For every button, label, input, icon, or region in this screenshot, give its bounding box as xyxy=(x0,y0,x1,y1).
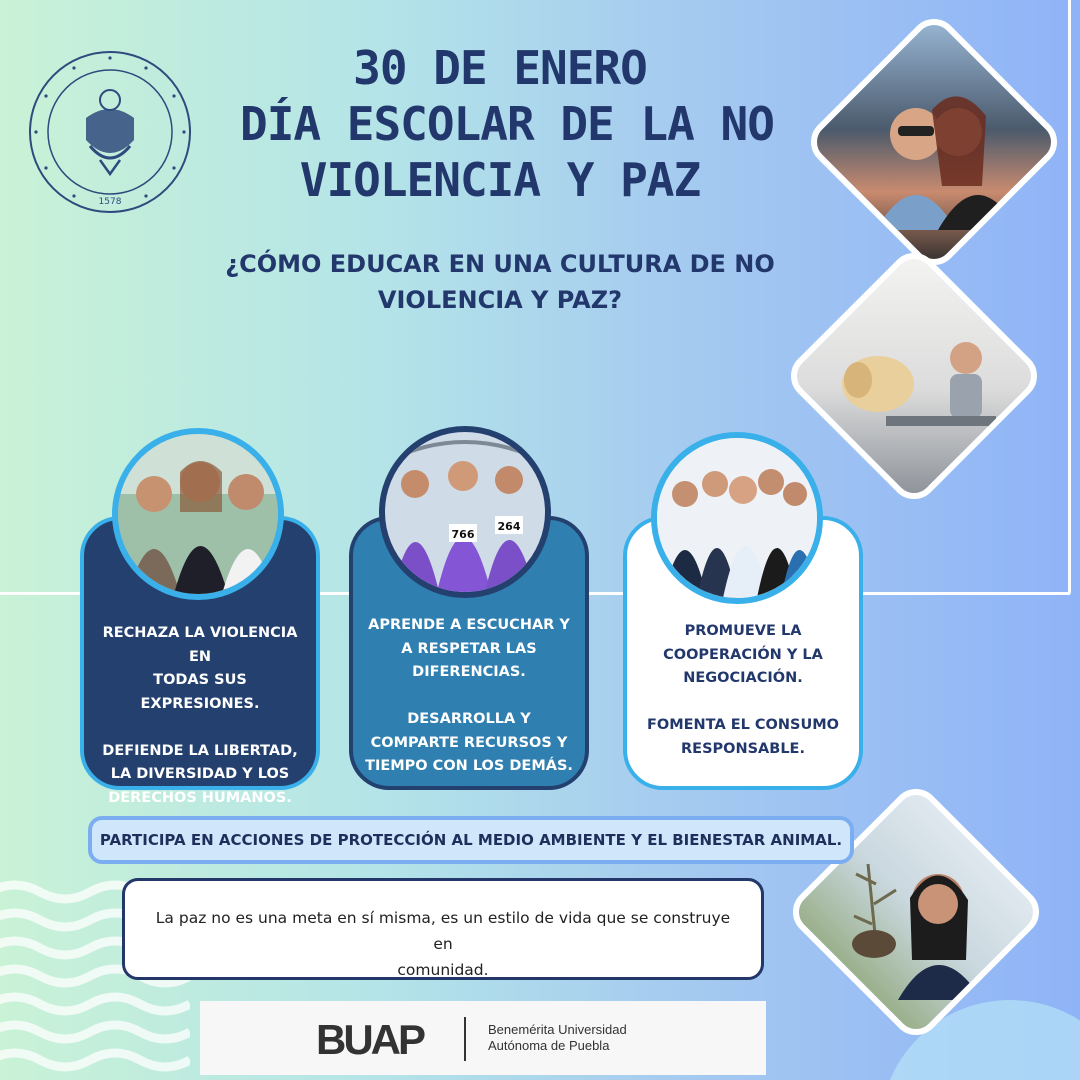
main-title xyxy=(240,40,774,208)
seal-year: 1578 xyxy=(98,197,122,207)
photo-circle-students-group xyxy=(112,428,284,600)
photo-circle-race-runners xyxy=(379,426,551,598)
title-line-3: VIOLENCIA Y PAZ xyxy=(299,153,701,207)
university-name-line-2: Autónoma de Puebla xyxy=(488,1038,610,1053)
university-name-line-1: Benemérita Universidad xyxy=(488,1022,627,1037)
tip-line: NEGOCIACIÓN. xyxy=(683,670,803,686)
tip-line: DERECHOS HUMANOS. xyxy=(108,789,292,806)
subtitle-line-2: VIOLENCIA Y PAZ? xyxy=(377,286,623,314)
university-name xyxy=(488,1022,627,1054)
tip-card-2-text xyxy=(365,614,573,779)
buap-logo-text: BUAP xyxy=(316,1016,424,1063)
tip-line: TIEMPO CON LOS DEMÁS. xyxy=(365,758,573,774)
footer-separator xyxy=(464,1017,466,1061)
tip-line: APRENDE A ESCUCHAR Y xyxy=(368,617,570,633)
frame-right-edge xyxy=(1068,0,1071,595)
quote-line-2: comunidad. xyxy=(397,961,489,979)
tip-line: FOMENTA EL CONSUMO xyxy=(646,717,839,733)
title-line-1: 30 DE ENERO xyxy=(353,41,647,95)
tip-line: COOPERACIÓN Y LA xyxy=(663,646,823,663)
tip-card-1-text xyxy=(96,622,304,810)
quote-line-1: La paz no es una meta en sí misma, es un estilo de vida que se construye en xyxy=(155,909,731,953)
university-seal-logo xyxy=(26,48,194,216)
tip-line: TODAS SUS xyxy=(153,672,247,688)
tip-line: EXPRESIONES. xyxy=(140,695,260,712)
subtitle xyxy=(180,246,820,318)
tip-line: LA DIVERSIDAD Y LOS xyxy=(110,766,290,782)
tip-line: COMPARTE RECURSOS Y xyxy=(370,734,568,751)
photo-diamond-smiling-women xyxy=(801,9,1067,275)
subtitle-line-1: ¿CÓMO EDUCAR EN UNA CULTURA DE NO xyxy=(225,250,775,278)
race-bib-number: 264 xyxy=(497,520,521,533)
tip-card-3-text xyxy=(639,620,847,761)
footer-logo-bar xyxy=(200,1001,766,1075)
peace-quote xyxy=(122,878,764,980)
race-bib-number: 766 xyxy=(451,528,475,541)
tip-line: DESARROLLA Y xyxy=(407,711,531,727)
tip-line: A RESPETAR LAS xyxy=(401,640,537,657)
tip-line: RECHAZA LA VIOLENCIA EN xyxy=(102,625,298,665)
title-line-2: DÍA ESCOLAR DE LA NO xyxy=(240,97,774,151)
tip-line: DIFERENCIAS. xyxy=(412,664,526,680)
environment-banner: PARTICIPA EN ACCIONES DE PROTECCIÓN AL MEDIO AMBIENTE Y EL BIENESTAR ANIMAL. xyxy=(88,816,854,864)
tip-line: RESPONSABLE. xyxy=(681,740,805,757)
tip-line: PROMUEVE LA xyxy=(684,623,802,639)
tip-line: DEFIENDE LA LIBERTAD, xyxy=(102,742,298,759)
photo-diamond-dog-care xyxy=(781,243,1047,509)
photo-circle-team-group xyxy=(651,432,823,604)
